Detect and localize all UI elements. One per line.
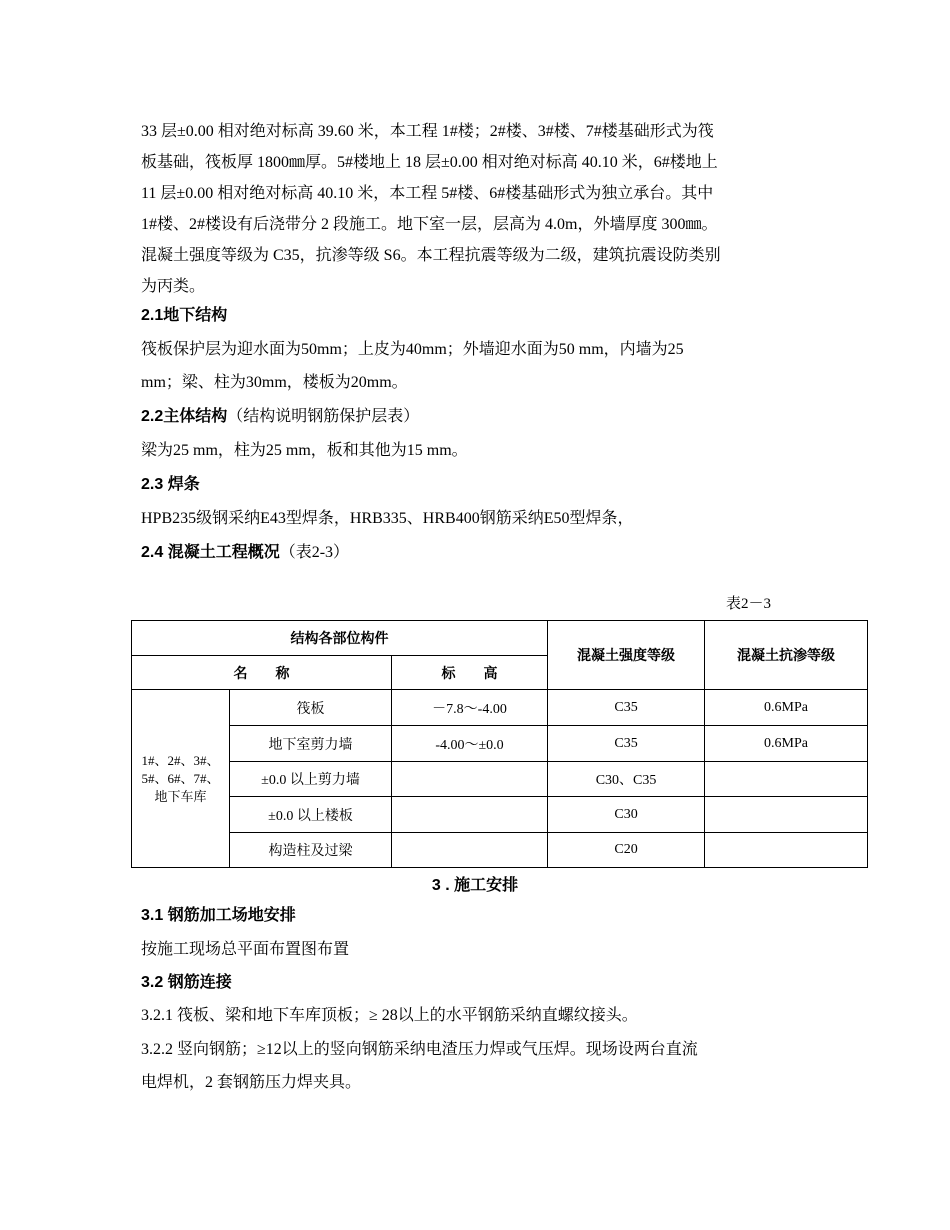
elevation-cell [392,762,548,797]
section-3-2-2-line: 3.2.2 竖向钢筋；≥12以上的竖向钢筋采纳电渣压力焊或气压焊。现场设两台直流 [141,1041,698,1058]
elevation-cell [392,833,548,868]
table-row [132,762,868,797]
table-row [132,797,868,833]
intro-line: 为丙类。 [141,278,206,295]
header-elevation-cell: 标 高 [392,656,548,690]
name-cell: 筏板 [230,690,392,726]
intro-line: 11 层±0.00 相对绝对标高 40.10 米，本工程 5#楼、6#楼基础形式为独立承台。其中 [141,185,714,202]
intro-line: 1#楼、2#楼设有后浇带分 2 段施工。地下室一层，层高为 4.0m，外墙厚度 300㎜。 [141,216,718,233]
section-3-2-title: 3.2 钢筋连接 [141,974,232,991]
section-2-2-heading [141,407,419,427]
table-header-row [132,621,868,656]
intro-line: 板基础，筏板厚 1800㎜厚。5#楼地上 18 层±0.00 相对绝对标高 40.10 米，6#楼地上 [141,154,718,171]
section-2-2-line: 梁为25 mm，柱为25 mm，板和其他为15 mm。 [141,442,468,459]
seepage-cell: 0.6MPa [705,690,868,726]
strength-cell: C35 [548,690,705,726]
table-row [132,833,868,868]
header-strength-cell: 混凝土强度等级 [548,621,705,690]
strength-cell: C20 [548,833,705,868]
section-3-2-1-line: 3.2.1 筏板、梁和地下车库顶板；≥ 28以上的水平钢筋采纳直螺纹接头。 [141,1007,638,1024]
section-2-2-note: （结构说明钢筋保护层表） [227,408,420,425]
seepage-cell [705,797,868,833]
section-3-1-line: 按施工现场总平面布置图布置 [141,941,350,958]
strength-cell: C30、C35 [548,762,705,797]
table-caption: 表2－3 [726,596,772,612]
section-2-3-title: 2.3 焊条 [141,476,200,493]
header-group-cell: 结构各部位构件 [132,621,548,656]
intro-line: 混凝土强度等级为 C35，抗渗等级 S6。本工程抗震等级为二级，建筑抗震设防类别 [141,247,721,264]
table-row [132,690,868,726]
strength-cell: C30 [548,797,705,833]
header-name-cell: 名 称 [132,656,392,690]
group-label-cell: 1#、2#、3#、5#、6#、7#、地下车库 [132,690,230,868]
section-2-3-line: HPB235级钢采纳E43型焊条，HRB335、HRB400钢筋采纳E50型焊条， [141,510,634,527]
table-row [132,726,868,762]
strength-cell: C35 [548,726,705,762]
name-cell: 地下室剪力墙 [230,726,392,762]
section-3-1-title: 3.1 钢筋加工场地安排 [141,907,296,924]
seepage-cell: 0.6MPa [705,726,868,762]
concrete-table [131,620,868,868]
elevation-cell [392,797,548,833]
name-cell: ±0.0 以上剪力墙 [230,762,392,797]
elevation-cell: -4.00～±0.0 [392,726,548,762]
elevation-cell: －7.8～-4.00 [392,690,548,726]
name-cell: 构造柱及过梁 [230,833,392,868]
seepage-cell [705,762,868,797]
section-3-title: 3 . 施工安排 [431,877,519,894]
section-2-2-title: 2.2主体结构 [141,408,228,425]
header-seepage-cell: 混凝土抗渗等级 [705,621,868,690]
intro-line: 33 层±0.00 相对绝对标高 39.60 米，本工程 1#楼；2#楼、3#楼、7#楼基础形式为筏 [141,123,714,140]
name-cell: ±0.0 以上楼板 [230,797,392,833]
section-2-4-title: 2.4 混凝土工程概况 [141,544,280,561]
section-2-1-line: mm；梁、柱为30mm，楼板为20mm。 [141,374,408,391]
section-2-1-line: 筏板保护层为迎水面为50mm；上皮为40mm；外墙迎水面为50 mm，内墙为25 [141,341,684,358]
seepage-cell [705,833,868,868]
section-2-4-heading [141,543,349,563]
section-2-4-note: （表2-3） [279,544,350,561]
section-2-1-title: 2.1地下结构 [141,307,228,324]
section-3-2-2-line: 电焊机，2 套钢筋压力焊夹具。 [141,1074,362,1091]
